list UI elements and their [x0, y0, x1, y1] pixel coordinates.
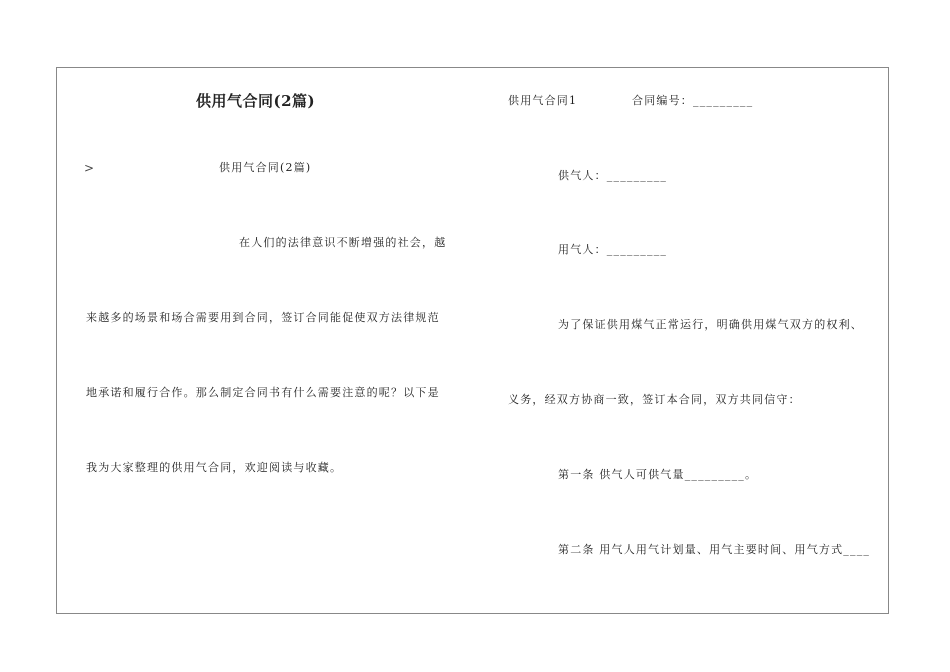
intro-paragraph-line-2: 来越多的场景和场合需要用到合同，签订合同能促使双方法律规范	[86, 311, 440, 324]
document-subtitle: 供用气合同(2篇)	[219, 161, 312, 174]
preamble-line-2: 义务，经双方协商一致，签订本合同，双方共同信守：	[508, 393, 801, 406]
document-title: 供用气合同(2篇)	[196, 92, 316, 110]
preamble-line-1: 为了保证供用煤气正常运行，明确供用煤气双方的权利、	[558, 318, 863, 331]
intro-paragraph-line-4: 我为大家整理的供用气合同，欢迎阅读与收藏。	[86, 461, 343, 474]
chevron-right-icon: >	[84, 161, 95, 175]
contract-label: 供用气合同1	[508, 94, 578, 107]
page-border	[56, 67, 889, 614]
article-1: 第一条 供气人可供气量_________。	[558, 468, 758, 481]
user-field: 用气人：_________	[558, 243, 668, 256]
intro-paragraph-line-3: 地承诺和履行合作。那么制定合同书有什么需要注意的呢？以下是	[86, 386, 440, 399]
contract-number: 合同编号：_________	[632, 94, 754, 107]
intro-paragraph-line-1: 在人们的法律意识不断增强的社会，越	[239, 236, 447, 249]
article-2: 第二条 用气人用气计划量、用气主要时间、用气方式____	[558, 543, 871, 556]
supplier-field: 供气人：_________	[558, 169, 668, 182]
